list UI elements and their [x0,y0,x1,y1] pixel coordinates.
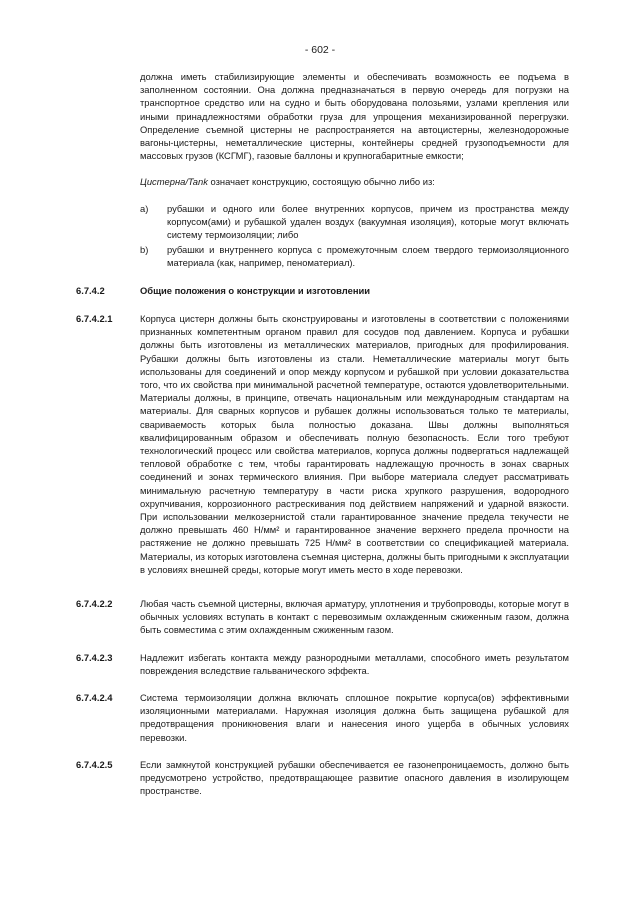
section-6-7-4-2-5 [76,758,569,798]
section-number: 6.7.4.2 [76,285,105,296]
section-number: 6.7.4.2.5 [76,759,113,770]
section-6-7-4-2-2 [76,597,569,637]
list-item-text: рубашки и одного или более внутренних корпусов, причем из пространства между корпусом(ами) и рубашкой удален воздух (вакуумная изоляция), которые могут включать систему термоизоляции; либо [167,202,569,241]
section-body: Корпуса цистерн должны быть сконструированы и изготовлены в соответствии с положениями признанных компетентным органом правил для сосудов под давлением. Корпуса и рубашки должны быть изготовлены из металлических материалов, пригодных для профилирования. Рубашки должны быть изготовлены из стали. Неметаллические материалы могут быть использованы для соединений и опор между корпусом и рубашкой при условии доказательства того, что их свойства при минимальной расчетной температуре, остаются удовлетворительными. Материалы должны, в принципе, отвечать национальным или международным стандартам на материалы. Для сварных корпусов и рубашек должны использоваться только те материалы, свариваемость которых была полностью доказана. Швы должны выполняться квалифицированным образом и обеспечивать полную безопасность. Если того требуют технологический процесс или свойства материалов, корпуса должны подвергаться надлежащей тепловой обработке с тем, чтобы гарантировать надлежащую прочность в зонах сварных соединений и зонах термического влияния. При выборе материала следует рассматривать минимальную расчетную температуру в части риска хрупкого разрушения, водородного охрупчивания, коррозионного растрескивания под действием напряжений и ударной вязкости. При использовании мелкозернистой стали гарантированное значение предела текучести не должно превышать 460 Н/мм² и гарантированное значение верхнего предела прочности на растяжение не должно превышать 725 Н/мм² в соответствии со спецификацией материала. Материалы, из которых изготовлена съемная цистерна, должны быть пригодными к эксплуатации в условиях внешней среды, которые могут иметь место в ходе перевозки. [140,313,569,575]
section-body: Если замкнутой конструкцией рубашки обеспечивается ее газонепроницаемость, должно быть предусмотрено устройство, предотвращающее развитие опасного давления в изолирующем пространстве. [140,759,569,797]
section-body: Любая часть съемной цистерны, включая арматуру, уплотнения и трубопроводы, которые могут в обычных условиях вступать в контакт с перевозимым охлажденным сжиженным газом, должна быть совместима с этим охлажденным сжиженным газом. [140,598,569,636]
list-marker: a) [140,202,149,214]
section-number: 6.7.4.2.4 [76,692,113,703]
list-item-text: рубашки и внутреннего корпуса с промежуточным слоем твердого термоизоляционного материала (как, например, пеноматериал). [167,244,569,269]
section-body: Система термоизоляции должна включать сплошное покрытие корпуса(ов) эффективными изоляционными материалами. Наружная изоляция должна быть защищена рубашкой для предотвращения проникновения влаги и нанесения иного ущерба в обычных условиях перевозки. [140,692,569,743]
intro-paragraph: должна иметь стабилизирующие элементы и обеспечивать возможность ее подъема в заполненном состоянии. Она должна предназначаться в первую очередь для погрузки на транспортное средство или на судно и быть оборудована полозьями, узлами крепления или иными принадлежностями обработки груза для упрощения механизированной перегрузки. Определение съемной цистерны не распространяется на автоцистерны, железнодорожные вагоны-цистерны, неметаллические цистерны, контейнеры средней грузоподъемности для массовых грузов (КСГМГ), газовые баллоны и крупногабаритные емкости; [140,71,569,162]
list-item [140,243,569,269]
definition-text: означает конструкцию, состоящую обычно либо из: [207,176,435,188]
list-marker: b) [140,244,149,256]
section-number: 6.7.4.2.1 [76,313,113,324]
definition-list [140,202,569,270]
tank-definition [140,175,569,188]
list-item [140,202,569,242]
section-number: 6.7.4.2.2 [76,598,113,609]
section-6-7-4-2-1 [76,312,569,576]
section-6-7-4-2 [76,284,569,297]
section-6-7-4-2-4 [76,691,569,744]
section-body: Надлежит избегать контакта между разнородными металлами, способного иметь результатом повреждения вследствие гальванического эффекта. [140,652,569,677]
section-heading: Общие положения о конструкции и изготовлении [140,285,371,296]
section-6-7-4-2-3 [76,651,569,677]
definition-term: Цистерна/Tank [140,176,208,188]
intro-block [140,70,569,272]
section-number: 6.7.4.2.3 [76,652,113,663]
page-number: - 602 - [304,44,336,56]
